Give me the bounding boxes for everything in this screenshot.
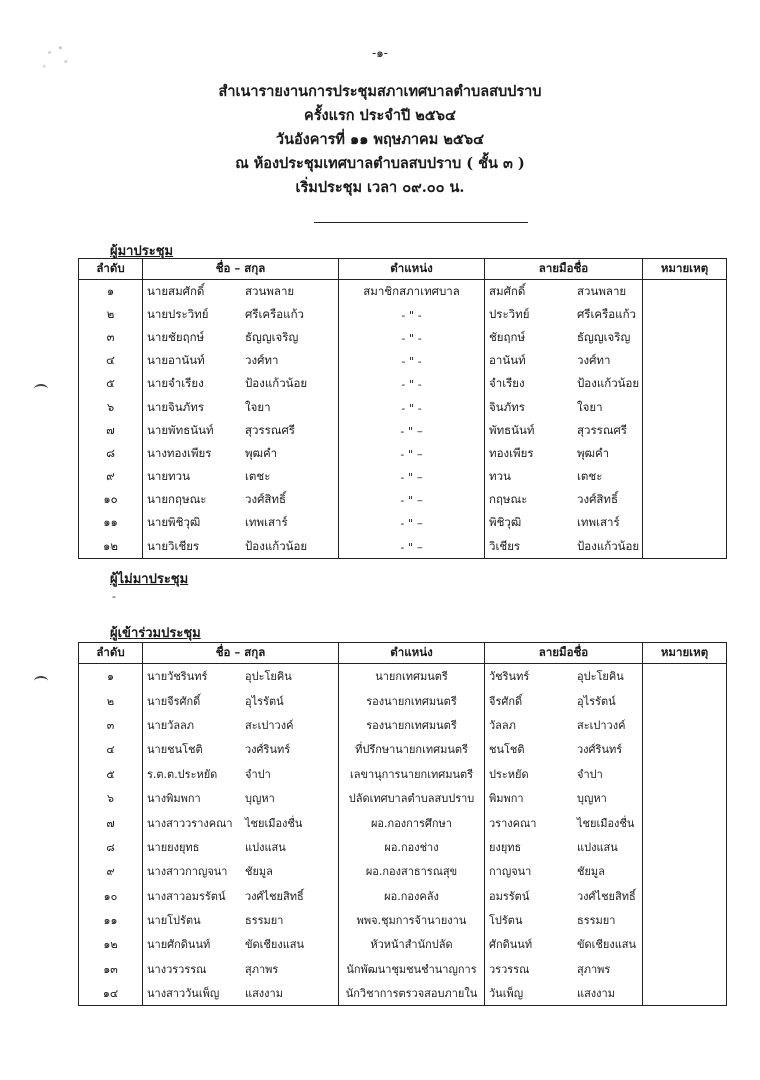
- row-number: ๖: [79, 396, 143, 419]
- signature-cell: [485, 810, 643, 834]
- row-number: ๑๒: [79, 932, 143, 956]
- member-position: - " –: [339, 512, 485, 535]
- surname: แปงแสน: [245, 840, 286, 854]
- signature-first: วัชรินทร์: [489, 670, 530, 684]
- member-position: - " –: [339, 466, 485, 489]
- row-number: ๗: [79, 810, 143, 834]
- member-position: หัวหน้าสำนักปลัด: [339, 932, 485, 956]
- member-name: [143, 442, 339, 465]
- member-name: [143, 908, 339, 932]
- row-number: ๑๓: [79, 957, 143, 981]
- remark-cell: [643, 326, 727, 349]
- signature-last: วงศ์ทา: [577, 353, 611, 368]
- signature-first: วันเพ็ญ: [489, 987, 524, 1001]
- table-row: [79, 908, 727, 932]
- member-name: [143, 713, 339, 737]
- signature-cell: [485, 303, 643, 326]
- signature-cell: [485, 908, 643, 932]
- member-name: [143, 396, 339, 419]
- document-heading: [0, 80, 760, 200]
- signature-last: ป้องแก้วน้อย: [577, 376, 640, 391]
- first-name: นายจีรศักดิ์: [147, 694, 201, 708]
- signature-last: สวนพลาย: [577, 283, 627, 298]
- surname: สุวรรณศรี: [245, 422, 295, 437]
- remark-cell: [643, 303, 727, 326]
- row-number: ๙: [79, 859, 143, 883]
- first-name: นายยงยุทธ: [147, 840, 200, 854]
- absentees-value: -: [112, 590, 116, 603]
- member-position: - " -: [339, 326, 485, 349]
- member-position: นายกเทศมนตรี: [339, 664, 485, 689]
- table-row: [79, 280, 727, 304]
- signature-first: ประหยัด: [489, 767, 529, 781]
- first-name: นายโปรัตน: [147, 914, 201, 928]
- col-name-header: ชื่อ – สกุล: [143, 259, 339, 280]
- participants-rows: [79, 664, 727, 1006]
- surname: ธัญญเจริญ: [245, 329, 299, 344]
- signature-first: ศักดินนท์: [489, 938, 533, 952]
- remark-cell: [643, 932, 727, 956]
- row-number: ๒: [79, 303, 143, 326]
- first-name: นายวัลลภ: [147, 718, 195, 732]
- signature-last: สุภาพร: [577, 962, 611, 976]
- member-position: ผอ.กองคลัง: [339, 884, 485, 908]
- signature-first: ชนโชติ: [489, 743, 525, 757]
- table-header-row: [79, 643, 727, 664]
- signature-first: อานันท์: [489, 353, 526, 368]
- table-row: [79, 688, 727, 712]
- signature-last: ใจยา: [577, 399, 603, 414]
- table-row: [79, 810, 727, 834]
- table-row: [79, 512, 727, 535]
- signature-cell: [485, 350, 643, 373]
- row-number: ๑๔: [79, 981, 143, 1006]
- surname: เตชะ: [245, 469, 271, 484]
- signature-last: วงศ์สิทธิ์: [577, 492, 618, 507]
- signature-first: พิชิวุฒิ: [489, 515, 522, 530]
- member-position: - " -: [339, 350, 485, 373]
- attendees-label: ผู้มาประชุม: [110, 244, 174, 259]
- signature-last: ป้องแก้วน้อย: [577, 538, 640, 553]
- surname: วงศ์รินทร์: [245, 743, 291, 757]
- row-number: ๘: [79, 442, 143, 465]
- table-row: [79, 419, 727, 442]
- member-name: [143, 350, 339, 373]
- member-name: [143, 810, 339, 834]
- table-row: [79, 396, 727, 419]
- signature-cell: [485, 835, 643, 859]
- first-name: นายวัชรินทร์: [147, 670, 208, 684]
- col-position-header: ตำแหน่ง: [339, 643, 485, 664]
- first-name: นางพิมพกา: [147, 792, 201, 806]
- signature-first: ทองเพียร: [489, 445, 534, 460]
- signature-cell: [485, 859, 643, 883]
- heading-line-2: ครั้งแรก ประจำปี ๒๕๖๔: [304, 107, 456, 124]
- surname: ป้องแก้วน้อย: [245, 376, 308, 391]
- first-name: นายจินภัทร: [147, 399, 204, 414]
- signature-last: อุปะโยคิน: [577, 670, 624, 684]
- table-header-row: [79, 259, 727, 280]
- signature-last: พุฒคำ: [577, 445, 610, 460]
- signature-cell: [485, 280, 643, 304]
- surname: เทพเสาร์: [245, 515, 288, 530]
- row-number: ๑๑: [79, 512, 143, 535]
- member-name: [143, 466, 339, 489]
- first-name: นางทองเพียร: [147, 445, 212, 460]
- first-name: นางสาววรางคณา: [147, 816, 233, 830]
- col-signature-header: ลายมือชื่อ: [485, 643, 643, 664]
- table-row: [79, 442, 727, 465]
- surname: ธรรมยา: [245, 914, 284, 928]
- surname: วงศ์ทา: [245, 353, 279, 368]
- row-number: ๑๐: [79, 884, 143, 908]
- row-number: ๓: [79, 713, 143, 737]
- table-row: [79, 884, 727, 908]
- participants-table: [78, 642, 727, 1006]
- table-row: [79, 350, 727, 373]
- surname: ชัยมูล: [245, 865, 273, 879]
- table-row: [79, 466, 727, 489]
- row-number: ๒: [79, 688, 143, 712]
- member-position: - " –: [339, 535, 485, 559]
- member-name: [143, 859, 339, 883]
- table-row: [79, 664, 727, 689]
- remark-cell: [643, 419, 727, 442]
- member-position: ที่ปรึกษานายกเทศมนตรี: [339, 737, 485, 761]
- surname: แสงงาม: [245, 987, 283, 1001]
- row-number: ๕: [79, 373, 143, 396]
- remark-cell: [643, 466, 727, 489]
- remark-cell: [643, 908, 727, 932]
- member-position: - " -: [339, 396, 485, 419]
- first-name: นางสาวกาญจนา: [147, 865, 228, 879]
- signature-cell: [485, 373, 643, 396]
- signature-first: ทวน: [489, 469, 511, 484]
- signature-first: กฤษณะ: [489, 492, 528, 507]
- member-position: สมาชิกสภาเทศบาล: [339, 280, 485, 304]
- signature-first: ประวิทย์: [489, 306, 530, 321]
- absentees-label: ผู้ไม่มาประชุม: [110, 572, 189, 587]
- member-name: [143, 303, 339, 326]
- table-row: [79, 932, 727, 956]
- signature-first: จินภัทร: [489, 399, 525, 414]
- signature-cell: [485, 713, 643, 737]
- signature-cell: [485, 762, 643, 786]
- table-row: [79, 373, 727, 396]
- first-name: นายอานันท์: [147, 353, 205, 368]
- remark-cell: [643, 373, 727, 396]
- remark-cell: [643, 810, 727, 834]
- member-name: [143, 932, 339, 956]
- surname: ไชยเมืองชื่น: [245, 816, 303, 830]
- row-number: ๑๑: [79, 908, 143, 932]
- member-name: [143, 762, 339, 786]
- table-row: [79, 326, 727, 349]
- signature-first: วรวรรณ: [489, 962, 530, 976]
- signature-last: เตชะ: [577, 469, 603, 484]
- remark-cell: [643, 442, 727, 465]
- signature-cell: [485, 932, 643, 956]
- surname: อุไรรัตน์: [245, 694, 284, 708]
- remark-cell: [643, 535, 727, 559]
- signature-last: ขัดเชียงแสน: [577, 938, 637, 952]
- member-name: [143, 835, 339, 859]
- first-name: นายสมศักดิ์: [147, 283, 205, 298]
- row-number: ๑๒: [79, 535, 143, 559]
- table-row: [79, 713, 727, 737]
- member-position: ผอ.กองการศึกษา: [339, 810, 485, 834]
- heading-line-4: ณ ห้องประชุมเทศบาลตำบลสบปราบ ( ชั้น ๓ ): [235, 155, 525, 172]
- member-position: ผอ.กองสาธารณสุข: [339, 859, 485, 883]
- first-name: นายกฤษณะ: [147, 492, 207, 507]
- signature-first: โปรัตน: [489, 914, 523, 928]
- member-position: นักพัฒนาชุมชนชำนาญการ: [339, 957, 485, 981]
- row-number: ๖: [79, 786, 143, 810]
- heading-underline: [314, 222, 528, 223]
- signature-cell: [485, 957, 643, 981]
- first-name: นางวรวรรณ: [147, 962, 207, 976]
- signature-last: เทพเสาร์: [577, 515, 620, 530]
- remark-cell: [643, 762, 727, 786]
- table-row: [79, 489, 727, 512]
- remark-cell: [643, 489, 727, 512]
- col-no-header: ลำดับ: [79, 643, 143, 664]
- member-name: [143, 688, 339, 712]
- remark-cell: [643, 350, 727, 373]
- signature-last: อุไรรัตน์: [577, 694, 616, 708]
- member-name: [143, 786, 339, 810]
- table-row: [79, 303, 727, 326]
- signature-last: สุวรรณศรี: [577, 422, 627, 437]
- row-number: ๔: [79, 350, 143, 373]
- row-number: ๔: [79, 737, 143, 761]
- remark-cell: [643, 512, 727, 535]
- signature-last: บุญหา: [577, 792, 607, 806]
- signature-cell: [485, 737, 643, 761]
- member-name: [143, 535, 339, 559]
- table-row: [79, 981, 727, 1006]
- col-signature-header: ลายมือชื่อ: [485, 259, 643, 280]
- member-position: รองนายกเทศมนตรี: [339, 688, 485, 712]
- col-no-header: ลำดับ: [79, 259, 143, 280]
- signature-last: แสงงาม: [577, 987, 615, 1001]
- signature-cell: [485, 396, 643, 419]
- signature-last: วงศ์ไชยสิทธิ์: [577, 889, 636, 903]
- member-position: พพจ.ชุมการจ้านายงาน: [339, 908, 485, 932]
- member-position: - " –: [339, 489, 485, 512]
- remark-cell: [643, 280, 727, 304]
- col-remark-header: หมายเหตุ: [643, 259, 727, 280]
- row-number: ๑: [79, 280, 143, 304]
- remark-cell: [643, 737, 727, 761]
- member-position: ผอ.กองช่าง: [339, 835, 485, 859]
- signature-last: สะเปาวงค์: [577, 718, 626, 732]
- member-position: เลขานุการนายกเทศมนตรี: [339, 762, 485, 786]
- surname: พุฒคำ: [245, 445, 278, 460]
- member-position: - " -: [339, 303, 485, 326]
- table-row: [79, 957, 727, 981]
- col-remark-header: หมายเหตุ: [643, 643, 727, 664]
- signature-cell: [485, 466, 643, 489]
- member-position: - " –: [339, 419, 485, 442]
- signature-last: ศรีเครือแก้ว: [577, 306, 637, 321]
- signature-cell: [485, 512, 643, 535]
- remark-cell: [643, 859, 727, 883]
- signature-first: วิเชียร: [489, 538, 521, 553]
- row-number: ๑: [79, 664, 143, 689]
- col-position-header: ตำแหน่ง: [339, 259, 485, 280]
- surname: บุญหา: [245, 792, 275, 806]
- signature-first: จำเรียง: [489, 376, 525, 391]
- first-name: นางสาวอมรรัตน์: [147, 889, 226, 903]
- first-name: นางสาววันเพ็ญ: [147, 987, 220, 1001]
- member-position: - " –: [339, 442, 485, 465]
- signature-first: วรางคณา: [489, 816, 537, 830]
- first-name: ร.ต.ต.ประหยัด: [147, 767, 218, 781]
- signature-last: ธรรมยา: [577, 914, 616, 928]
- surname: อุปะโยคิน: [245, 670, 292, 684]
- table-row: [79, 737, 727, 761]
- signature-cell: [485, 442, 643, 465]
- signature-cell: [485, 489, 643, 512]
- first-name: นายชนโชติ: [147, 743, 203, 757]
- attendees-table: [78, 258, 727, 559]
- surname: วงศ์สิทธิ์: [245, 492, 286, 507]
- member-name: [143, 326, 339, 349]
- table-row: [79, 859, 727, 883]
- col-name-header: ชื่อ – สกุล: [143, 643, 339, 664]
- first-name: นายพิชิวุฒิ: [147, 515, 201, 530]
- heading-line-3: วันอังคารที่ ๑๑ พฤษภาคม ๒๕๖๔: [275, 131, 485, 148]
- signature-last: วงศ์รินทร์: [577, 743, 623, 757]
- member-name: [143, 419, 339, 442]
- signature-cell: [485, 688, 643, 712]
- surname: วงศ์ไชยสิทธิ์: [245, 889, 304, 903]
- table-row: [79, 786, 727, 810]
- signature-first: สมศักดิ์: [489, 283, 526, 298]
- remark-cell: [643, 884, 727, 908]
- member-name: [143, 981, 339, 1006]
- signature-cell: [485, 786, 643, 810]
- surname: สุภาพร: [245, 962, 279, 976]
- signature-cell: [485, 981, 643, 1006]
- member-position: รองนายกเทศมนตรี: [339, 713, 485, 737]
- punch-hole-mark: [34, 676, 48, 686]
- signature-cell: [485, 664, 643, 689]
- signature-last: ชัยมูล: [577, 865, 605, 879]
- remark-cell: [643, 396, 727, 419]
- first-name: นายจำเรียง: [147, 376, 204, 391]
- first-name: นายพัทธนันท์: [147, 422, 214, 437]
- participants-label: ผู้เข้าร่วมประชุม: [110, 626, 201, 641]
- surname: สวนพลาย: [245, 283, 295, 298]
- member-name: [143, 957, 339, 981]
- signature-cell: [485, 535, 643, 559]
- table-row: [79, 762, 727, 786]
- surname: ศรีเครือแก้ว: [245, 306, 305, 321]
- surname: ขัดเชียงแสน: [245, 938, 305, 952]
- member-name: [143, 884, 339, 908]
- signature-cell: [485, 326, 643, 349]
- member-name: [143, 512, 339, 535]
- surname: ป้องแก้วน้อย: [245, 538, 308, 553]
- member-position: - " -: [339, 373, 485, 396]
- signature-first: พัทธนันท์: [489, 422, 535, 437]
- first-name: นายชัยฤกษ์: [147, 329, 205, 344]
- heading-line-1: สำเนารายงานการประชุมสภาเทศบาลตำบลสบปราบ: [218, 83, 542, 100]
- remark-cell: [643, 713, 727, 737]
- signature-last: ไชยเมืองชื่น: [577, 816, 635, 830]
- member-name: [143, 489, 339, 512]
- remark-cell: [643, 981, 727, 1006]
- remark-cell: [643, 957, 727, 981]
- row-number: ๙: [79, 466, 143, 489]
- signature-first: จีรศักดิ์: [489, 694, 523, 708]
- table-row: [79, 835, 727, 859]
- remark-cell: [643, 664, 727, 689]
- signature-first: พิมพกา: [489, 792, 524, 806]
- page-number: -๑-: [372, 46, 388, 60]
- signature-cell: [485, 419, 643, 442]
- first-name: นายประวิทย์: [147, 306, 209, 321]
- surname: จำปา: [245, 767, 271, 781]
- first-name: นายศักดินนท์: [147, 938, 211, 952]
- row-number: ๗: [79, 419, 143, 442]
- row-number: ๓: [79, 326, 143, 349]
- member-position: ปลัดเทศบาลตำบลสบปราบ: [339, 786, 485, 810]
- member-position: นักวิชาการตรวจสอบภายใน: [339, 981, 485, 1006]
- signature-last: แปงแสน: [577, 840, 618, 854]
- attendees-rows: [79, 280, 727, 559]
- surname: ใจยา: [245, 399, 271, 414]
- remark-cell: [643, 786, 727, 810]
- member-name: [143, 280, 339, 304]
- signature-first: อมรรัตน์: [489, 889, 530, 903]
- first-name: นายวิเชียร: [147, 538, 200, 553]
- member-name: [143, 737, 339, 761]
- signature-last: ธัญญเจริญ: [577, 329, 631, 344]
- member-name: [143, 664, 339, 689]
- signature-first: ชัยฤกษ์: [489, 329, 526, 344]
- remark-cell: [643, 835, 727, 859]
- surname: สะเปาวงค์: [245, 718, 294, 732]
- heading-line-5: เริ่มประชุม เวลา ๐๙.๐๐ น.: [295, 179, 465, 196]
- table-row: [79, 535, 727, 559]
- row-number: ๘: [79, 835, 143, 859]
- row-number: ๑๐: [79, 489, 143, 512]
- signature-first: ยงยุทธ: [489, 840, 522, 854]
- remark-cell: [643, 688, 727, 712]
- signature-cell: [485, 884, 643, 908]
- signature-last: จำปา: [577, 767, 603, 781]
- signature-first: วัลลภ: [489, 718, 516, 732]
- row-number: ๕: [79, 762, 143, 786]
- punch-hole-mark: [34, 384, 48, 394]
- first-name: นายทวน: [147, 469, 190, 484]
- signature-first: กาญจนา: [489, 865, 532, 879]
- member-name: [143, 373, 339, 396]
